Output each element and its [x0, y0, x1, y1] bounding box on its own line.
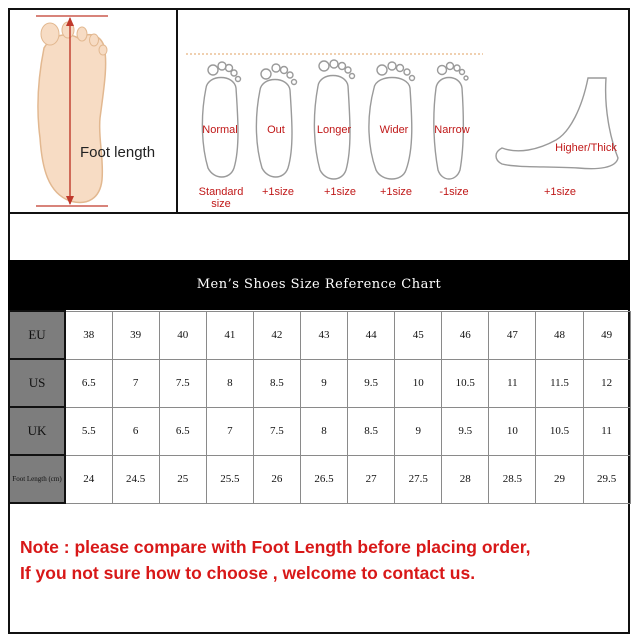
- foot-type-wider-label: Wider: [379, 124, 409, 136]
- table-cell: 5.5: [65, 407, 112, 455]
- foot-type-out-size: +1size: [261, 186, 295, 198]
- table-row: [9, 407, 630, 455]
- table-cell: 10: [489, 407, 536, 455]
- table-cell: 26.5: [300, 455, 347, 503]
- table-cell: 27.5: [395, 455, 442, 503]
- table-cell: 39: [112, 311, 159, 359]
- table-cell: 38: [65, 311, 112, 359]
- table-cell: 6.5: [65, 359, 112, 407]
- table-cell: 44: [348, 311, 395, 359]
- table-cell: 10.5: [442, 359, 489, 407]
- table-cell: 9.5: [348, 359, 395, 407]
- table-row: [9, 311, 630, 359]
- foot-type-normal-size: Standard size: [198, 186, 244, 210]
- table-cell: 6.5: [159, 407, 206, 455]
- row-header: EU: [9, 311, 65, 359]
- size-table: [8, 310, 631, 504]
- table-cell: 9.5: [442, 407, 489, 455]
- foot-outline-icon: [8, 8, 178, 214]
- size-table-body: [9, 311, 630, 503]
- table-cell: 9: [300, 359, 347, 407]
- table-cell: 11: [583, 407, 630, 455]
- table-cell: 6: [112, 407, 159, 455]
- table-cell: 40: [159, 311, 206, 359]
- table-cell: 42: [253, 311, 300, 359]
- table-cell: 24: [65, 455, 112, 503]
- table-cell: 47: [489, 311, 536, 359]
- table-cell: 11: [489, 359, 536, 407]
- table-cell: 7.5: [253, 407, 300, 455]
- foot-type-normal-label: Normal: [202, 124, 238, 136]
- row-header: Foot Length (cm): [9, 455, 65, 503]
- note-line-2: If you not sure how to choose , welcome to contact us.: [20, 563, 476, 583]
- table-cell: 12: [583, 359, 630, 407]
- foot-type-narrow-size: -1size: [439, 186, 469, 198]
- foot-type-higher-size: +1size: [543, 186, 577, 198]
- foot-types-panel: [178, 8, 630, 214]
- table-cell: 8: [300, 407, 347, 455]
- table-cell: 29.5: [583, 455, 630, 503]
- table-cell: 46: [442, 311, 489, 359]
- foot-type-longer-label: Longer: [316, 124, 352, 136]
- foot-type-wider-size: +1size: [379, 186, 413, 198]
- table-cell: 7.5: [159, 359, 206, 407]
- table-cell: 48: [536, 311, 583, 359]
- table-cell: 29: [536, 455, 583, 503]
- foot-length-label: Foot length: [80, 144, 156, 161]
- table-cell: 25: [159, 455, 206, 503]
- foot-length-panel: [8, 8, 178, 214]
- table-title-bar: [8, 260, 630, 310]
- table-cell: 7: [112, 359, 159, 407]
- row-header: US: [9, 359, 65, 407]
- table-cell: 10: [395, 359, 442, 407]
- table-cell: 8.5: [253, 359, 300, 407]
- foot-type-longer-size: +1size: [323, 186, 357, 198]
- table-cell: 27: [348, 455, 395, 503]
- table-cell: 10.5: [536, 407, 583, 455]
- table-cell: 8: [206, 359, 253, 407]
- table-title: Men’s Shoes Size Reference Chart: [196, 277, 442, 292]
- foot-types-illustration: [178, 8, 630, 214]
- foot-type-higher-label: Higher/Thick: [555, 142, 617, 154]
- table-row: [9, 359, 630, 407]
- table-cell: 8.5: [348, 407, 395, 455]
- table-cell: 43: [300, 311, 347, 359]
- table-cell: 49: [583, 311, 630, 359]
- table-cell: 7: [206, 407, 253, 455]
- table-cell: 45: [395, 311, 442, 359]
- table-cell: 11.5: [536, 359, 583, 407]
- table-cell: 41: [206, 311, 253, 359]
- table-cell: 26: [253, 455, 300, 503]
- table-cell: 25.5: [206, 455, 253, 503]
- table-cell: 28: [442, 455, 489, 503]
- foot-type-narrow-label: Narrow: [434, 124, 470, 136]
- note-line-1: Note : please compare with Foot Length before placing order,: [20, 537, 531, 557]
- foot-type-out-label: Out: [267, 124, 285, 136]
- table-cell: 28.5: [489, 455, 536, 503]
- table-cell: 9: [395, 407, 442, 455]
- table-cell: 24.5: [112, 455, 159, 503]
- table-row: [9, 455, 630, 503]
- row-header: UK: [9, 407, 65, 455]
